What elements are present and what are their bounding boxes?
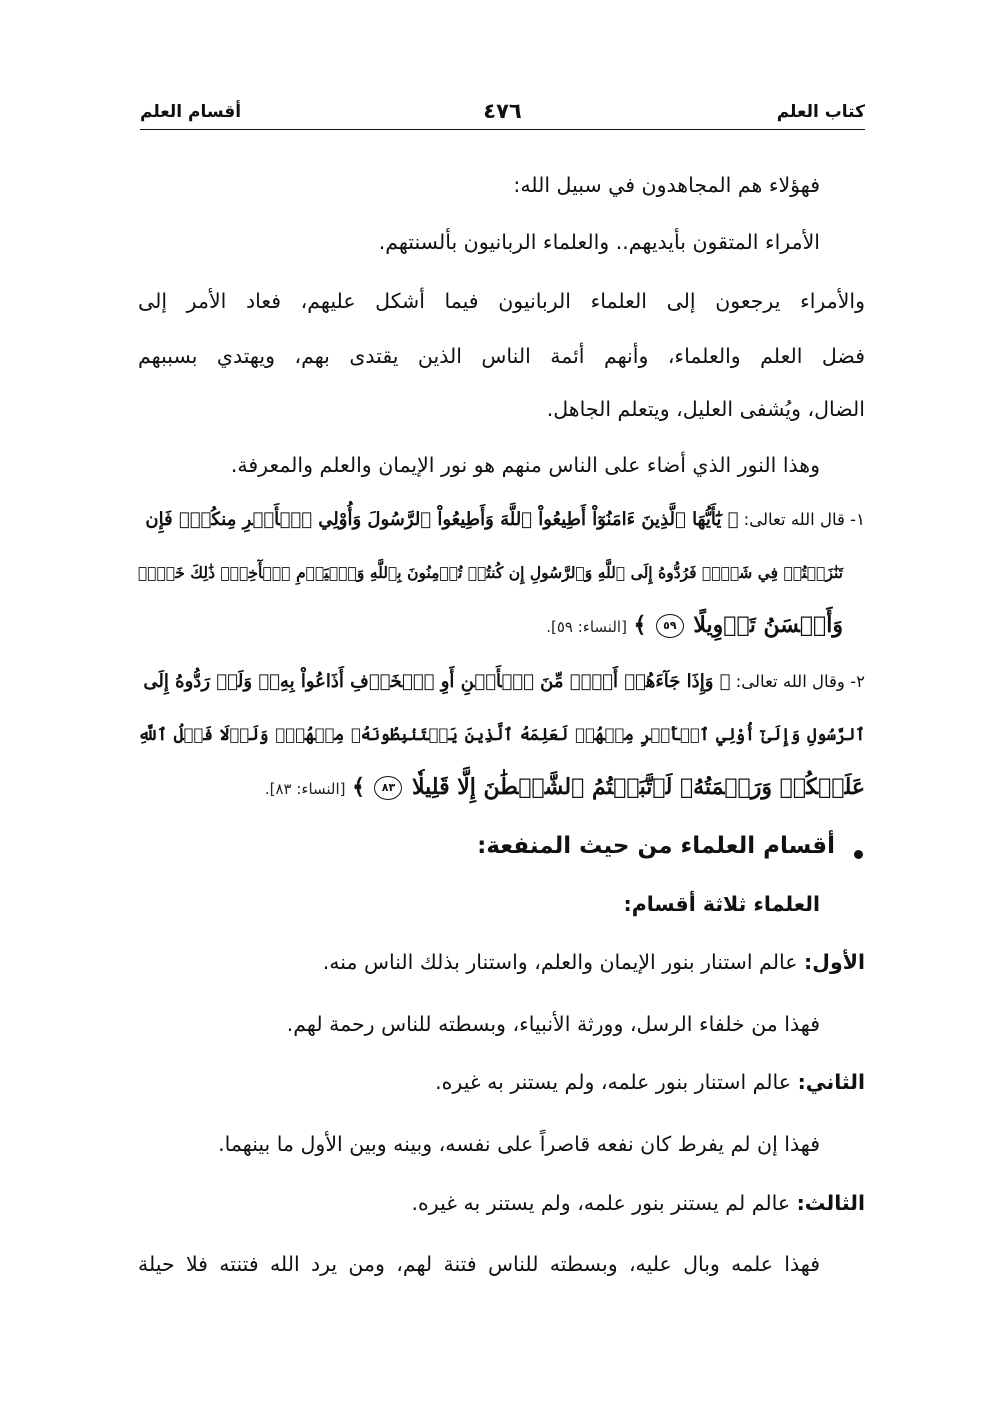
subheading: العلماء ثلاثة أقسام:	[623, 892, 820, 916]
quran-verse: ٱلرَّسُولِ وَإِلَىٰٓ أُوْلِي ٱلۡأَمۡرِ مِنۡهُمۡ لَعَلِمَهُ ٱلَّذِينَ يَسۡتَنۢبِطُونَهُۥ مِنۡهُمۡۗ وَلَوۡلَا فَضۡلُ ٱللَّهِ	[138, 725, 865, 744]
quran-verse: عَلَيۡكُمۡ وَرَحۡمَتُهُۥ لَٱتَّبَعۡتُمُ ٱلشَّيۡطَٰنَ إِلَّا قَلِيلٗا	[412, 774, 865, 800]
bullet-icon	[854, 850, 863, 859]
category-note: فهذا من خلفاء الرسل، وورثة الأنبياء، وبسطته للناس رحمة لهم.	[286, 1012, 820, 1036]
list-number: ٢-	[850, 672, 865, 691]
quran-close-bracket: ﴾	[352, 774, 365, 800]
category-second	[138, 1062, 865, 1102]
category-text: عالم لم يستنر بنور علمه، ولم يستنر به غيره.	[411, 1191, 791, 1215]
quran-verse-line	[138, 605, 843, 647]
list-item-2-line	[138, 662, 865, 702]
ayah-number-marker: ٨٣	[374, 776, 402, 800]
page-number: ٤٧٦	[483, 99, 522, 123]
quran-verse: وَأَحۡسَنُ تَأۡوِيلًا	[693, 612, 843, 638]
category-text: عالم استنار بنور علمه، ولم يستنر به غيره.	[435, 1070, 792, 1094]
quran-close-bracket: ﴾	[633, 612, 647, 638]
surah-reference: [النساء: ٥٩].	[546, 618, 627, 636]
book-title: كتاب العلم	[776, 102, 865, 122]
paragraph-line: وهذا النور الذي أضاء على الناس منهم هو نور الإيمان والعلم والمعرفة.	[230, 453, 820, 477]
category-label: الثاني:	[797, 1070, 865, 1094]
paragraph-line: فضل العلم والعلماء، وأنهم أئمة الناس الذين يقتدى بهم، ويهتدي بسببهم	[138, 344, 865, 368]
paragraph-line: فهؤلاء هم المجاهدون في سبيل الله:	[513, 173, 820, 197]
category-first	[138, 942, 865, 982]
paragraph-line: الضال، ويُشفى العليل، ويتعلم الجاهل.	[546, 397, 865, 421]
surah-reference: [النساء: ٨٣].	[264, 780, 346, 798]
paragraph-line: والأمراء يرجعون إلى العلماء الربانيون فيما أشكل عليهم، فعاد الأمر إلى	[138, 289, 865, 313]
quote-intro: وقال الله تعالى:	[735, 672, 845, 691]
quran-verse: تَنَٰزَعۡتُمۡ فِي شَيۡءٖ فَرُدُّوهُ إِلَى ٱللَّهِ وَٱلرَّسُولِ إِن كُنتُمۡ تُؤۡمِنُونَ بِٱللَّهِ وَٱلۡيَوۡمِ ٱلۡأٓخِرِۚ ذَٰلِكَ خَيۡرٞ	[138, 563, 843, 582]
quran-verse-line	[138, 715, 865, 755]
category-text: عالم استنار بنور الإيمان والعلم، واستنار بذلك الناس منه.	[322, 950, 798, 974]
paragraph-line: الأمراء المتقون بأيديهم.. والعلماء الربانيون بألسنتهم.	[378, 230, 820, 254]
quote-intro: قال الله تعالى:	[743, 510, 845, 529]
running-header	[140, 96, 865, 130]
category-label: الثالث:	[796, 1191, 865, 1215]
list-item-1-line	[138, 500, 865, 540]
quran-verse-line	[138, 767, 865, 809]
list-number: ١-	[850, 510, 865, 529]
category-third	[138, 1183, 865, 1223]
quran-verse: ﴿ وَإِذَا جَآءَهُمۡ أَمۡرٞ مِّنَ ٱلۡأَمۡنِ أَوِ ٱلۡخَوۡفِ أَذَاعُواْ بِهِۦۖ وَلَوۡ رَدُّوهُ إِلَى	[143, 671, 731, 692]
quran-verse: ﴿ يَٰٓأَيُّهَا ٱلَّذِينَ ءَامَنُوٓاْ أَطِيعُواْ ٱللَّهَ وَأَطِيعُواْ ٱلرَّسُولَ وَأُوْلِي ٱلۡأَمۡرِ مِنكُمۡۖ فَإِن	[145, 509, 739, 530]
quran-verse-line	[138, 553, 843, 594]
chapter-title: أقسام العلم	[140, 102, 242, 122]
section-heading: أقسام العلماء من حيث المنفعة:	[477, 833, 835, 859]
header-rule	[140, 129, 865, 130]
category-note: فهذا إن لم يفرط كان نفعه قاصراً على نفسه، وبينه وبين الأول ما بينهما.	[218, 1132, 820, 1156]
ayah-number-marker: ٥٩	[656, 614, 684, 638]
category-label: الأول:	[803, 950, 865, 974]
category-note: فهذا علمه وبال عليه، وبسطته للناس فتنة لهم، ومن يرد الله فتنته فلا حيلة	[138, 1252, 820, 1276]
